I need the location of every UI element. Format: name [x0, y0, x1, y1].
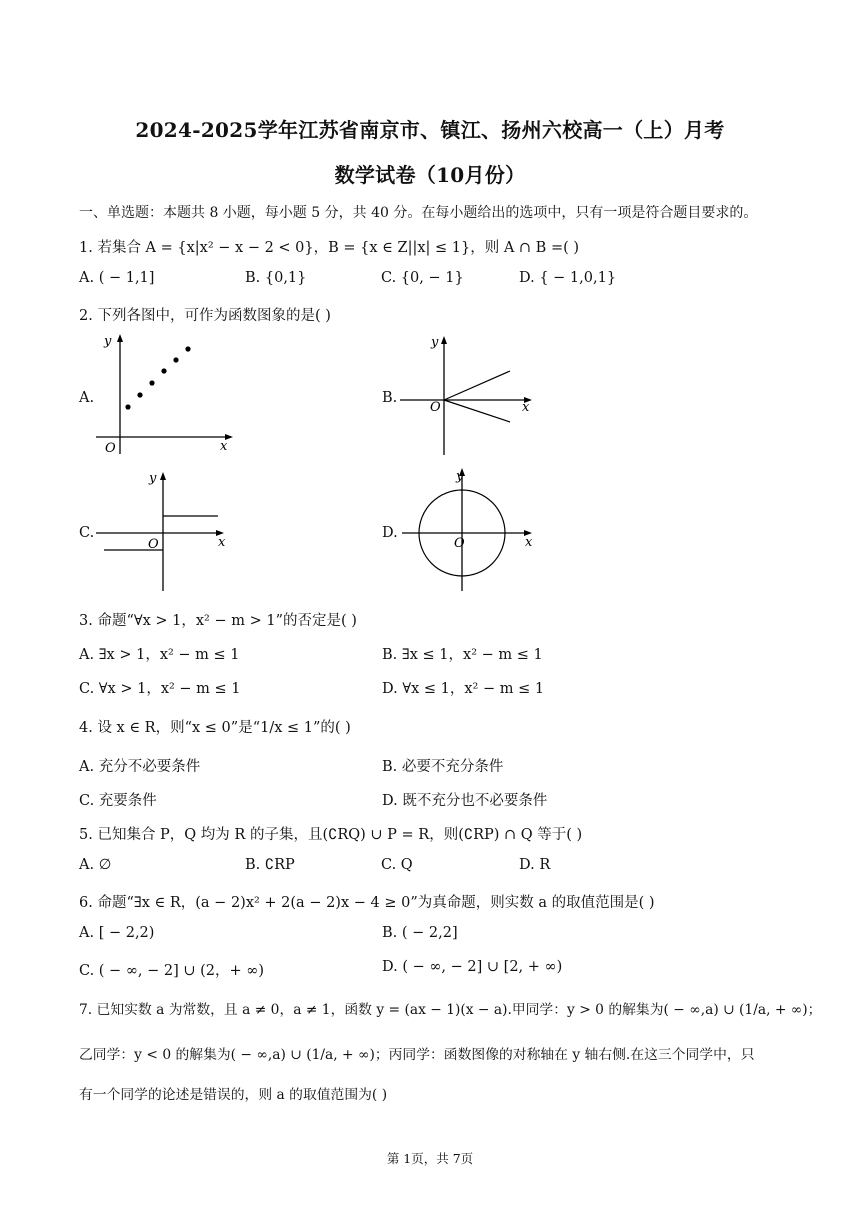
q3-option-c: C. ∀x > 1，x² − m ≤ 1: [79, 681, 241, 697]
q5-option-d: D. R: [519, 857, 551, 873]
graph-b-rays: [398, 333, 538, 458]
q6-option-c: C. ( − ∞, − 2] ∪ (2，+ ∞): [79, 963, 265, 979]
q5-option-c: C. Q: [381, 857, 413, 873]
data-point: [137, 392, 142, 397]
q6-option-d: D. ( − ∞, − 2] ∪ [2, + ∞): [382, 959, 563, 975]
graph-d-circle: [400, 465, 540, 595]
q3-option-a: A. ∃x > 1，x² − m ≤ 1: [79, 647, 240, 663]
data-point: [173, 357, 178, 362]
q4-option-b: B. 必要不充分条件: [382, 759, 504, 775]
data-point: [125, 404, 130, 409]
data-point: [149, 380, 154, 385]
origin-label: O: [454, 536, 465, 551]
q4-option-c: C. 充要条件: [79, 793, 157, 809]
q2-option-a-label: A.: [79, 390, 95, 406]
origin-label: O: [148, 537, 159, 552]
q1-option-c: C. {0, − 1}: [381, 270, 464, 286]
page-footer: 第 1页，共 7页: [386, 1151, 474, 1166]
graph-a-dots: [92, 332, 237, 457]
question-1-stem: 1. 若集合 A = {x|x² − x − 2 < 0}，B = {x ∈ Z||x| ≤ 1}，则 A ∩ B =( ): [79, 240, 580, 256]
axis-label-x: x: [220, 439, 228, 454]
q1-option-d: D. { − 1,0,1}: [519, 270, 617, 286]
axis-label-x: x: [522, 400, 530, 415]
data-point: [185, 346, 190, 351]
q5-option-b: B. ∁RP: [245, 857, 295, 873]
axis-label-x: x: [525, 535, 533, 550]
lower-ray: [444, 400, 510, 422]
axis-label-y: y: [149, 471, 157, 486]
y-axis-arrow: [441, 336, 447, 344]
q3-option-b: B. ∃x ≤ 1，x² − m ≤ 1: [382, 647, 543, 663]
q5-option-a: A. ∅: [79, 857, 112, 873]
origin-label: O: [430, 400, 441, 415]
q2-option-d-label: D.: [382, 525, 398, 541]
axis-label-y: y: [456, 469, 464, 484]
question-7-stem-line3: 有一个同学的论述是错误的，则 a 的取值范围为( ): [79, 1087, 388, 1103]
question-2-stem: 2. 下列各图中，可作为函数图象的是( ): [79, 308, 331, 324]
question-6-stem: 6. 命题“∃x ∈ R，(a − 2)x² + 2(a − 2)x − 4 ≥ 0”为真命题，则实数 a 的取值范围是( ): [79, 895, 655, 911]
question-7-stem-line1: 7. 已知实数 a 为常数，且 a ≠ 0，a ≠ 1，函数 y = (ax − 1)(x − a).甲同学：y > 0 的解集为( − ∞,a) ∪ (1/a, + ∞)；: [79, 1002, 822, 1018]
section-heading: 一、单选题：本题共 8 小题，每小题 5 分，共 40 分。在每小题给出的选项中，只有一项是符合题目要求的。: [79, 205, 758, 221]
q6-option-b: B. ( − 2,2]: [382, 925, 458, 941]
exam-title-line2: 数学试卷（10月份）: [334, 163, 526, 187]
graph-c-step: [94, 469, 234, 594]
q4-option-a: A. 充分不必要条件: [79, 759, 201, 775]
data-point: [161, 368, 166, 373]
origin-label: O: [105, 441, 116, 456]
q1-option-b: B. {0,1}: [245, 270, 307, 286]
exam-title-line1: 2024-2025学年江苏省南京市、镇江、扬州六校高一（上）月考: [135, 118, 725, 142]
question-3-stem: 3. 命题“∀x > 1，x² − m > 1”的否定是( ): [79, 613, 357, 629]
y-axis-arrow: [117, 334, 123, 342]
axis-label-y: y: [431, 335, 439, 350]
q6-option-a: A. [ − 2,2): [79, 925, 155, 941]
question-7-stem-line2: 乙同学：y < 0 的解集为( − ∞,a) ∪ (1/a, + ∞)；丙同学：函数图像的对称轴在 y 轴右侧.在这三个同学中，只: [79, 1047, 755, 1063]
y-axis-arrow: [160, 472, 166, 480]
upper-ray: [444, 371, 510, 400]
q1-option-a: A. ( − 1,1]: [79, 270, 155, 286]
q2-option-c-label: C.: [79, 525, 95, 541]
question-5-stem: 5. 已知集合 P，Q 均为 R 的子集，且(∁RQ) ∪ P = R，则(∁RP) ∩ Q 等于( ): [79, 827, 583, 843]
axis-label-y: y: [104, 334, 112, 349]
q3-option-d: D. ∀x ≤ 1，x² − m ≤ 1: [382, 681, 545, 697]
q2-option-b-label: B.: [382, 390, 398, 406]
question-4-stem: 4. 设 x ∈ R，则“x ≤ 0”是“1/x ≤ 1”的( ): [79, 720, 351, 736]
q4-option-d: D. 既不充分也不必要条件: [382, 793, 548, 809]
axis-label-x: x: [218, 535, 226, 550]
